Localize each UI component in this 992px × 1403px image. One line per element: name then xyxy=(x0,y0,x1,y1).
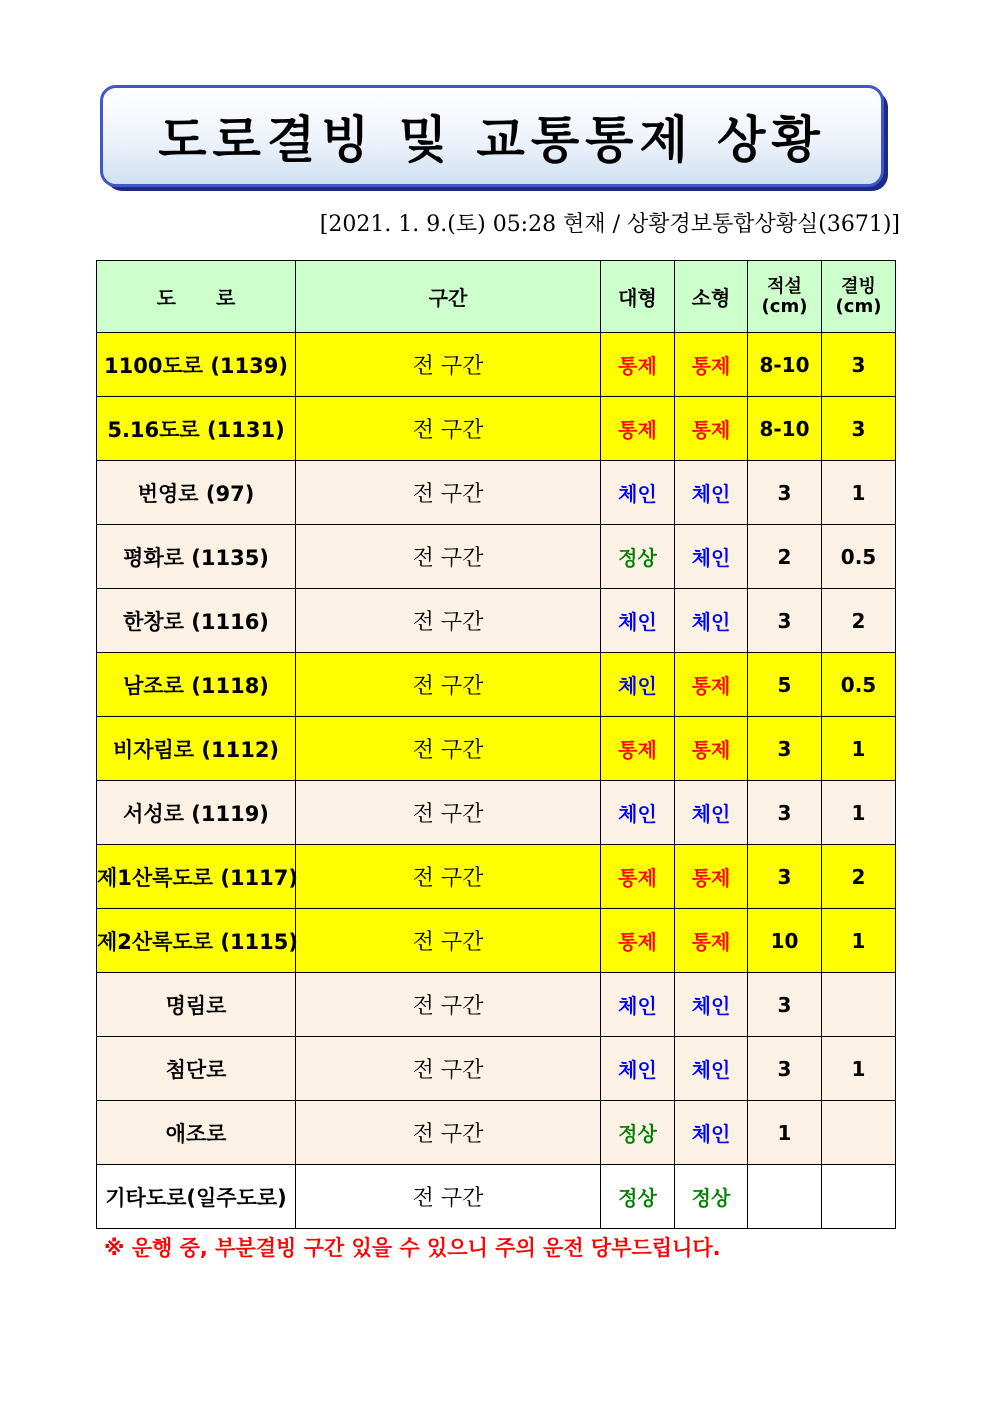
road-name-cell: 5.16도로 (1131) xyxy=(97,397,296,461)
table-row xyxy=(97,909,896,973)
large-vehicle-status-cell: 통제 xyxy=(601,397,675,461)
section-cell: 전 구간 xyxy=(296,589,601,653)
road-name-cell: 제2산록도로 (1115) xyxy=(97,909,296,973)
road-name-cell: 애조로 xyxy=(97,1101,296,1165)
timestamp-subtitle: [2021. 1. 9.(토) 05:28 현재 / 상황경보통합상황실(3671)] xyxy=(319,212,900,237)
large-vehicle-status-cell: 통제 xyxy=(601,333,675,397)
section-cell: 전 구간 xyxy=(296,653,601,717)
section-cell: 전 구간 xyxy=(296,1165,601,1229)
small-vehicle-status-cell: 체인 xyxy=(675,461,748,525)
title-banner xyxy=(100,85,888,193)
small-vehicle-status-cell: 체인 xyxy=(675,1101,748,1165)
snow-depth-cell: 3 xyxy=(748,589,822,653)
small-vehicle-status-cell: 체인 xyxy=(675,1037,748,1101)
snow-depth-cell: 1 xyxy=(748,1101,822,1165)
caution-notice: ※ 운행 중, 부분결빙 구간 있을 수 있으니 주의 운전 당부드립니다. xyxy=(104,1236,721,1260)
ice-depth-cell xyxy=(822,1101,896,1165)
section-cell: 전 구간 xyxy=(296,333,601,397)
road-name-cell: 1100도로 (1139) xyxy=(97,333,296,397)
section-cell: 전 구간 xyxy=(296,1037,601,1101)
section-cell: 전 구간 xyxy=(296,973,601,1037)
table-row xyxy=(97,333,896,397)
section-cell: 전 구간 xyxy=(296,461,601,525)
table-row xyxy=(97,397,896,461)
small-vehicle-status-cell: 통제 xyxy=(675,717,748,781)
ice-depth-cell: 1 xyxy=(822,1037,896,1101)
table-row xyxy=(97,1037,896,1101)
snow-depth-cell: 8-10 xyxy=(748,397,822,461)
page-title: 도로결빙 및 교통통제 상황 xyxy=(158,111,826,169)
large-vehicle-status-cell: 정상 xyxy=(601,1165,675,1229)
small-vehicle-status-cell: 통제 xyxy=(675,397,748,461)
section-cell: 전 구간 xyxy=(296,781,601,845)
road-name-cell: 기타도로(일주도로) xyxy=(97,1165,296,1229)
section-cell: 전 구간 xyxy=(296,1101,601,1165)
table-row xyxy=(97,1101,896,1165)
snow-depth-cell: 3 xyxy=(748,461,822,525)
snow-depth-cell: 8-10 xyxy=(748,333,822,397)
large-vehicle-status-cell: 통제 xyxy=(601,845,675,909)
road-name-cell: 평화로 (1135) xyxy=(97,525,296,589)
ice-depth-cell: 2 xyxy=(822,845,896,909)
large-vehicle-status-cell: 통제 xyxy=(601,909,675,973)
table-row xyxy=(97,845,896,909)
table-header xyxy=(97,261,896,333)
header-snow-depth: 적설 (cm) xyxy=(748,261,822,333)
snow-depth-cell: 3 xyxy=(748,845,822,909)
small-vehicle-status-cell: 통제 xyxy=(675,845,748,909)
large-vehicle-status-cell: 체인 xyxy=(601,461,675,525)
small-vehicle-status-cell: 체인 xyxy=(675,525,748,589)
snow-depth-cell: 5 xyxy=(748,653,822,717)
snow-depth-cell: 3 xyxy=(748,781,822,845)
header-ice-depth: 결빙 (cm) xyxy=(822,261,896,333)
ice-depth-cell: 3 xyxy=(822,333,896,397)
title-box xyxy=(100,85,884,187)
ice-depth-cell xyxy=(822,1165,896,1229)
ice-depth-cell: 0.5 xyxy=(822,525,896,589)
table-row xyxy=(97,717,896,781)
table-row xyxy=(97,1165,896,1229)
large-vehicle-status-cell: 정상 xyxy=(601,1101,675,1165)
section-cell: 전 구간 xyxy=(296,525,601,589)
table-row xyxy=(97,525,896,589)
road-name-cell: 비자림로 (1112) xyxy=(97,717,296,781)
snow-depth-cell: 2 xyxy=(748,525,822,589)
small-vehicle-status-cell: 통제 xyxy=(675,333,748,397)
ice-depth-cell: 3 xyxy=(822,397,896,461)
snow-depth-cell: 3 xyxy=(748,717,822,781)
snow-depth-cell xyxy=(748,1165,822,1229)
snow-depth-cell: 3 xyxy=(748,973,822,1037)
large-vehicle-status-cell: 정상 xyxy=(601,525,675,589)
header-row xyxy=(97,261,896,333)
large-vehicle-status-cell: 체인 xyxy=(601,781,675,845)
road-name-cell: 제1산록도로 (1117) xyxy=(97,845,296,909)
large-vehicle-status-cell: 체인 xyxy=(601,973,675,1037)
large-vehicle-status-cell: 체인 xyxy=(601,653,675,717)
large-vehicle-status-cell: 체인 xyxy=(601,589,675,653)
small-vehicle-status-cell: 체인 xyxy=(675,973,748,1037)
table-row xyxy=(97,589,896,653)
ice-depth-cell: 2 xyxy=(822,589,896,653)
table-row xyxy=(97,973,896,1037)
header-small-vehicle: 소형 xyxy=(675,261,748,333)
ice-depth-cell: 1 xyxy=(822,781,896,845)
large-vehicle-status-cell: 통제 xyxy=(601,717,675,781)
header-section: 구간 xyxy=(296,261,601,333)
road-status-table xyxy=(96,260,896,1229)
small-vehicle-status-cell: 체인 xyxy=(675,781,748,845)
table-row xyxy=(97,781,896,845)
snow-depth-cell: 3 xyxy=(748,1037,822,1101)
table-row xyxy=(97,653,896,717)
road-name-cell: 한창로 (1116) xyxy=(97,589,296,653)
section-cell: 전 구간 xyxy=(296,397,601,461)
small-vehicle-status-cell: 체인 xyxy=(675,589,748,653)
section-cell: 전 구간 xyxy=(296,845,601,909)
ice-depth-cell: 0.5 xyxy=(822,653,896,717)
small-vehicle-status-cell: 통제 xyxy=(675,653,748,717)
small-vehicle-status-cell: 통제 xyxy=(675,909,748,973)
table-row xyxy=(97,461,896,525)
road-name-cell: 남조로 (1118) xyxy=(97,653,296,717)
road-name-cell: 번영로 (97) xyxy=(97,461,296,525)
snow-depth-cell: 10 xyxy=(748,909,822,973)
road-name-cell: 첨단로 xyxy=(97,1037,296,1101)
section-cell: 전 구간 xyxy=(296,717,601,781)
large-vehicle-status-cell: 체인 xyxy=(601,1037,675,1101)
small-vehicle-status-cell: 정상 xyxy=(675,1165,748,1229)
ice-depth-cell: 1 xyxy=(822,909,896,973)
header-large-vehicle: 대형 xyxy=(601,261,675,333)
ice-depth-cell xyxy=(822,973,896,1037)
section-cell: 전 구간 xyxy=(296,909,601,973)
road-name-cell: 서성로 (1119) xyxy=(97,781,296,845)
road-name-cell: 명림로 xyxy=(97,973,296,1037)
header-road: 도 로 xyxy=(97,261,296,333)
ice-depth-cell: 1 xyxy=(822,717,896,781)
ice-depth-cell: 1 xyxy=(822,461,896,525)
table-body xyxy=(97,333,896,1229)
